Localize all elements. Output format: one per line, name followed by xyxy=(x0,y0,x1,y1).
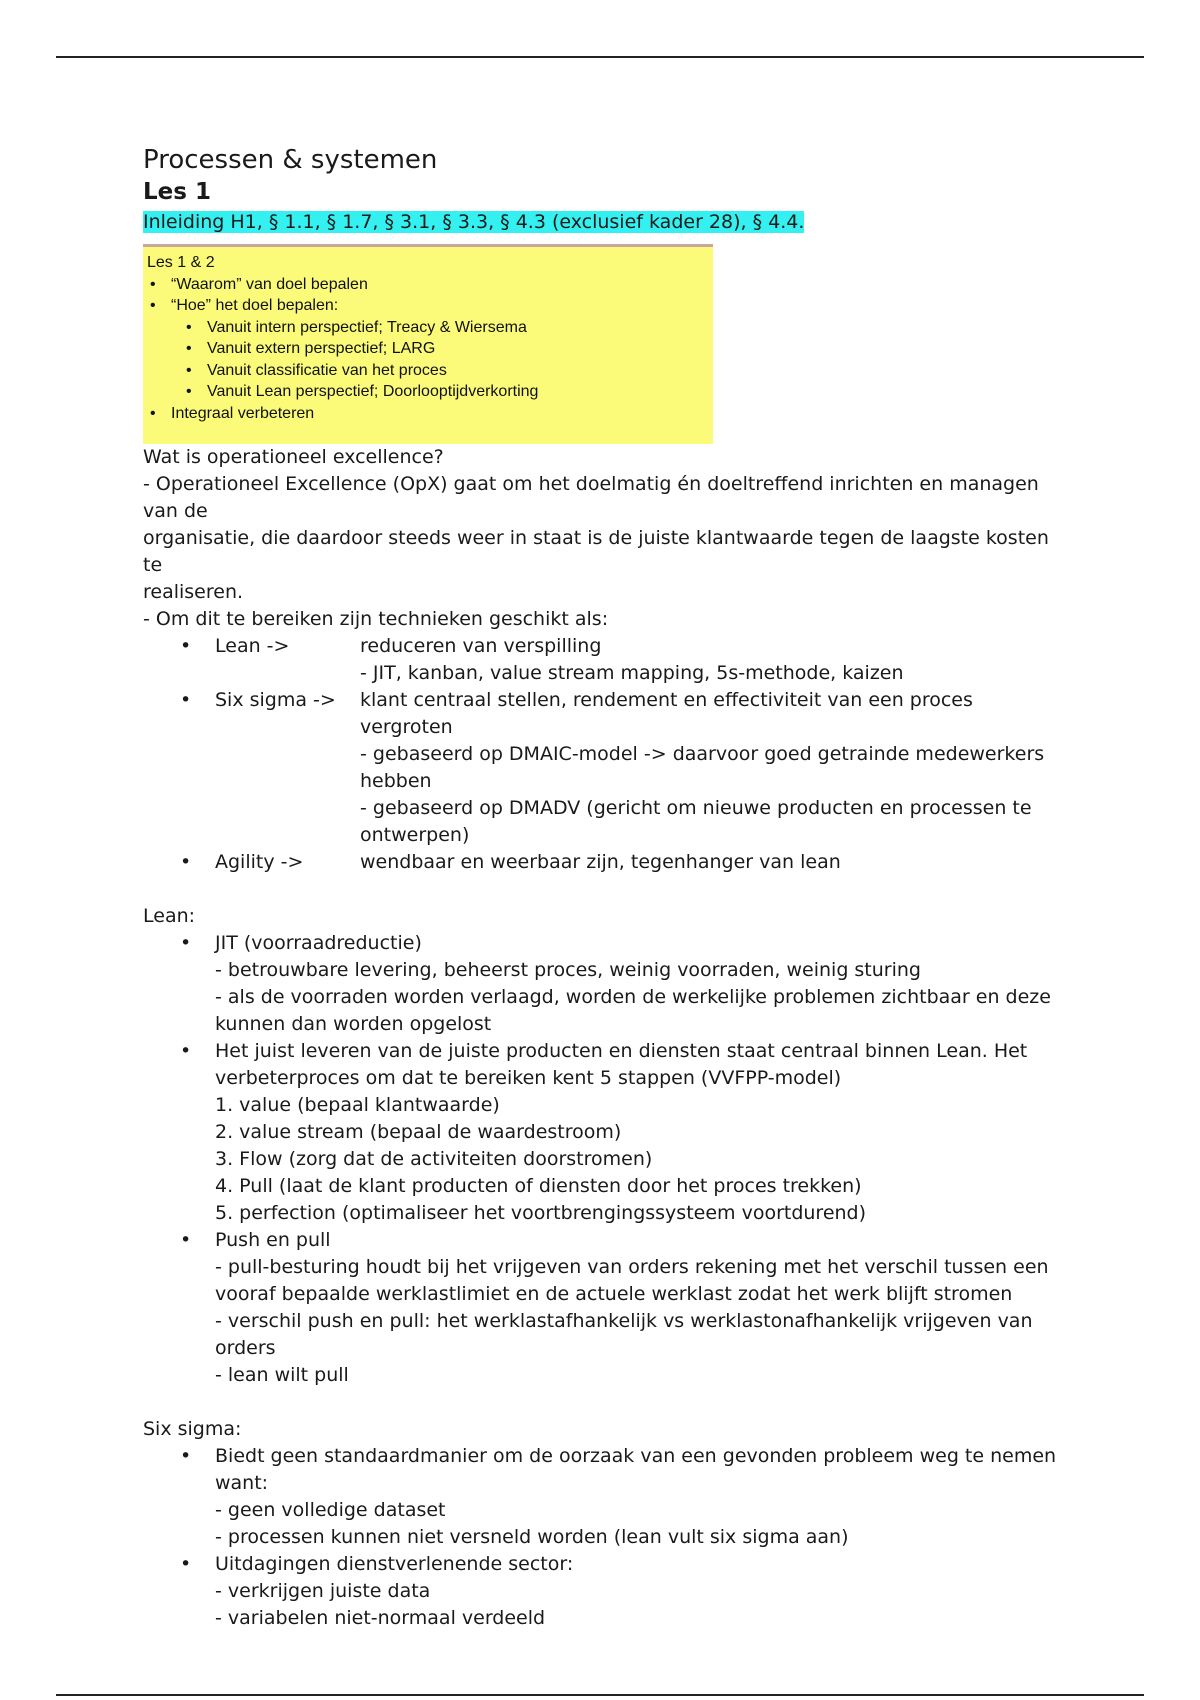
technique-term: Six sigma -> xyxy=(215,689,336,711)
section-heading-lean: Lean: xyxy=(143,905,196,927)
bullet xyxy=(143,1443,215,1470)
list-item-text: - verschil push en pull: het werklastafhankelijk vs werklastonafhankelijk vrijgeven van orders xyxy=(215,1310,1033,1359)
list-item-text: Biedt geen standaardmanier om de oorzaak van een gevonden probleem weg te nemen xyxy=(215,1445,1057,1467)
header-rule xyxy=(56,56,1144,58)
note-item: • Integraal verbeteren xyxy=(147,403,709,425)
list-item-text: - verkrijgen juiste data xyxy=(215,1580,431,1602)
list-item xyxy=(143,930,1063,957)
technique-desc: - JIT, kanban, value stream mapping, 5s-methode, kaizen xyxy=(360,662,904,684)
technique-desc: - gebaseerd op DMAIC-model -> daarvoor goed getrainde medewerkers xyxy=(360,743,1045,765)
list-item-text: Uitdagingen dienstverlenende sector: xyxy=(215,1553,574,1575)
technique-term: Lean -> xyxy=(215,635,290,657)
list-item-text: - processen kunnen niet versneld worden (lean vult six sigma aan) xyxy=(215,1526,849,1548)
technique-desc: klant centraal stellen, rendement en effectiviteit van een proces vergroten xyxy=(360,689,973,738)
list-item-text: vooraf bepaalde werklastlimiet en de actuele werklast zodat het werk blijft stromen xyxy=(215,1283,1013,1305)
list-item-text: - geen volledige dataset xyxy=(215,1499,446,1521)
list-item-text: - pull-besturing houdt bij het vrijgeven van orders rekening met het verschil tussen een xyxy=(215,1256,1049,1278)
technique-desc: - gebaseerd op DMADV (gericht om nieuwe producten en processen te xyxy=(360,797,1032,819)
list-item-text: Push en pull xyxy=(215,1229,331,1251)
step-item: 5. perfection (optimaliseer het voortbrengingssysteem voortdurend) xyxy=(215,1202,867,1224)
technique-desc: wendbaar en weerbaar zijn, tegenhanger van lean xyxy=(360,851,841,873)
bullet xyxy=(143,1038,215,1065)
footer-rule xyxy=(56,1694,1144,1696)
note-subitem: • Vanuit intern perspectief; Treacy & Wiersema xyxy=(147,317,709,339)
opx-definition: organisatie, die daardoor steeds weer in staat is de juiste klantwaarde tegen de laagste kosten te xyxy=(143,527,1049,576)
document-page xyxy=(143,144,1063,1632)
note-item: • “Waarom” van doel bepalen xyxy=(147,274,709,296)
list-item-text: Het juist leveren van de juiste producten en diensten staat centraal binnen Lean. Het xyxy=(215,1040,1028,1062)
bullet xyxy=(143,930,215,957)
list-item xyxy=(143,1443,1063,1470)
sticky-note xyxy=(143,244,713,444)
opx-definition: realiseren. xyxy=(143,581,244,603)
list-item-text: - betrouwbare levering, beheerst proces, weinig voorraden, weinig sturing xyxy=(215,959,921,981)
opx-question: Wat is operationeel excellence? xyxy=(143,446,444,468)
bullet xyxy=(143,1227,215,1254)
reading-highlight: Inleiding H1, § 1.1, § 1.7, § 3.1, § 3.3, § 4.3 (exclusief kader 28), § 4.4. xyxy=(143,211,805,233)
note-subitem: • Vanuit classificatie van het proces xyxy=(147,360,709,382)
bullet xyxy=(143,633,215,660)
technique-term: Agility -> xyxy=(215,851,304,873)
list-item-text: - lean wilt pull xyxy=(215,1364,349,1386)
technique-desc: ontwerpen) xyxy=(360,824,470,846)
list-item-text: verbeterproces om dat te bereiken kent 5 stappen (VVFPP-model) xyxy=(215,1067,842,1089)
lesson-heading: Les 1 xyxy=(143,179,211,205)
note-item: • “Hoe” het doel bepalen: xyxy=(147,295,709,317)
note-heading: Les 1 & 2 xyxy=(147,254,215,271)
bullet xyxy=(143,1551,215,1578)
note-subitem: • Vanuit extern perspectief; LARG xyxy=(147,338,709,360)
technique-desc: reduceren van verspilling xyxy=(360,635,602,657)
technique-agility xyxy=(143,849,1063,876)
technique-desc: hebben xyxy=(360,770,432,792)
page-title: Processen & systemen xyxy=(143,145,438,175)
list-item-text: want: xyxy=(215,1472,269,1494)
technique-six-sigma xyxy=(143,687,1063,741)
reading-assignment xyxy=(143,208,1063,236)
section-heading-six-sigma: Six sigma: xyxy=(143,1418,242,1440)
list-item xyxy=(143,1227,1063,1254)
list-item-text: JIT (voorraadreductie) xyxy=(215,932,422,954)
technique-intro: - Om dit te bereiken zijn technieken geschikt als: xyxy=(143,608,609,630)
list-item-text: - variabelen niet-normaal verdeeld xyxy=(215,1607,546,1629)
list-item-text: kunnen dan worden opgelost xyxy=(215,1013,492,1035)
step-item: 2. value stream (bepaal de waardestroom) xyxy=(215,1121,622,1143)
note-subitem: • Vanuit Lean perspectief; Doorlooptijdverkorting xyxy=(147,381,709,403)
bullet xyxy=(143,849,215,876)
step-item: 3. Flow (zorg dat de activiteiten doorstromen) xyxy=(215,1148,653,1170)
list-item xyxy=(143,1038,1063,1065)
bullet xyxy=(143,687,215,741)
list-item xyxy=(143,1551,1063,1578)
step-item: 4. Pull (laat de klant producten of diensten door het proces trekken) xyxy=(215,1175,862,1197)
list-item-text: - als de voorraden worden verlaagd, worden de werkelijke problemen zichtbaar en deze xyxy=(215,986,1051,1008)
step-item: 1. value (bepaal klantwaarde) xyxy=(215,1094,500,1116)
technique-lean xyxy=(143,633,1063,660)
opx-definition: - Operationeel Excellence (OpX) gaat om het doelmatig én doeltreffend inrichten en managen van de xyxy=(143,473,1039,522)
